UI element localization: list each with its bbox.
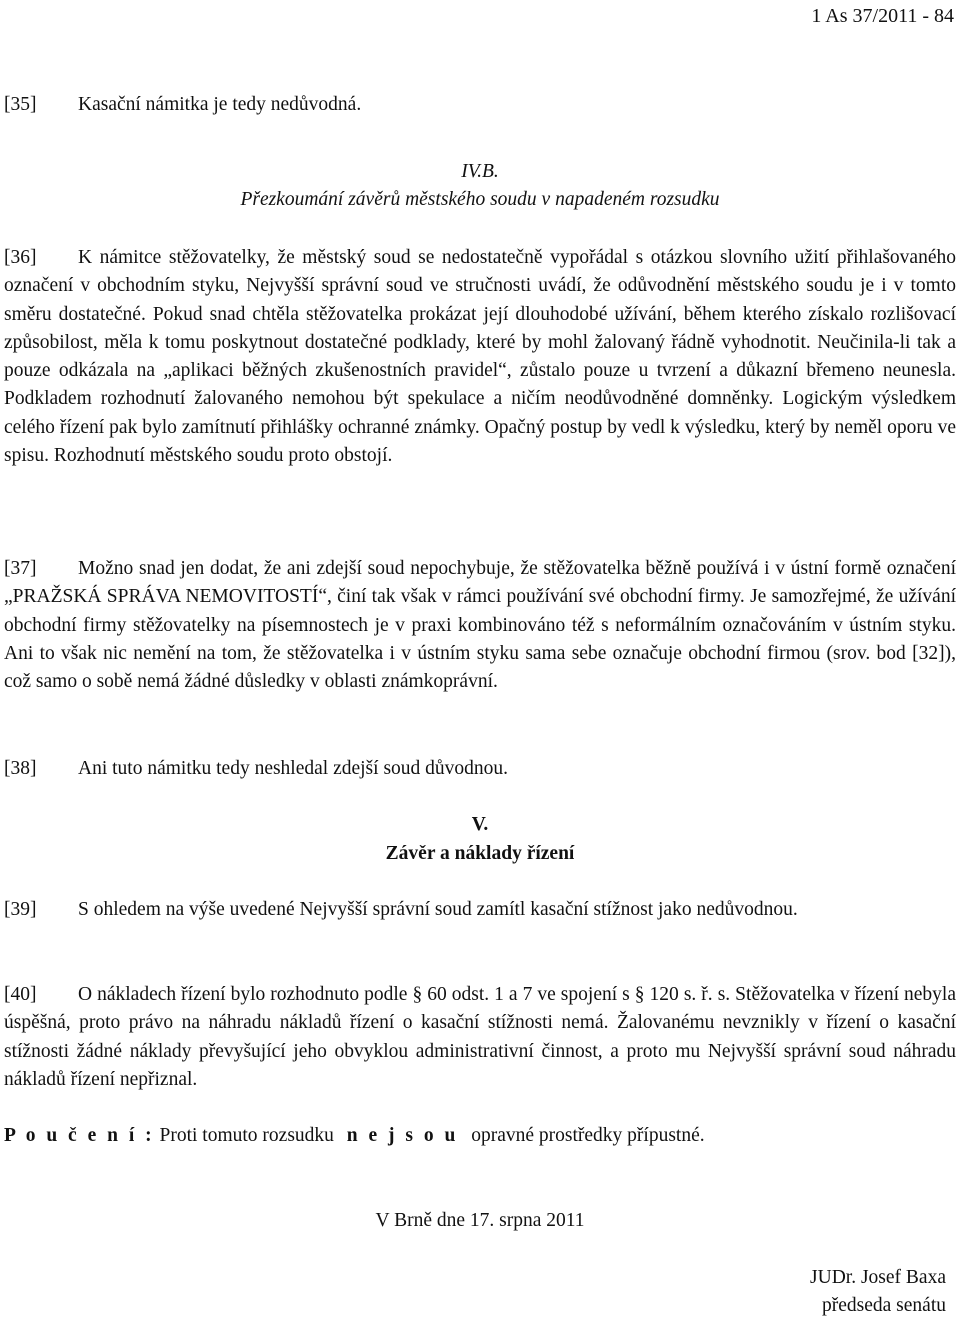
- paragraph-35: [4, 91, 956, 119]
- paragraph-36: [4, 244, 956, 470]
- paragraph-37: [4, 555, 956, 696]
- paragraph-number: [39]: [4, 899, 37, 920]
- signature-role: předseda senátu: [822, 1295, 946, 1316]
- notice-emphasis: n e j s o u: [346, 1125, 459, 1146]
- paragraph-number: [38]: [4, 758, 37, 779]
- section-number: IV.B.: [461, 161, 499, 182]
- signature-name: JUDr. Josef Baxa: [810, 1267, 946, 1288]
- document-reference: 1 As 37/2011 - 84: [811, 5, 954, 27]
- paragraph-text: O nákladech řízení bylo rozhodnuto podle § 60 odst. 1 a 7 ve spojení s § 120 s. ř. s. Stěžovatelka v řízení nebyla úspěšná, proto právo na náhradu nákladů řízení o kasační stížnosti nemá. Žalovanému nevznikly v řízení o kasační stížnosti žádné náklady převyšující jeho obvyklou administrativní činnost, a proto mu Nejvyšší správní soud náhradu nákladů řízení nepřiznal.: [4, 984, 956, 1090]
- date-place: V Brně dne 17. srpna 2011: [375, 1210, 585, 1231]
- section-number: V.: [471, 814, 489, 835]
- paragraph-number: [35]: [4, 94, 37, 115]
- notice-label: P o u č e n í :: [4, 1125, 155, 1146]
- paragraph-text: Možno snad jen dodat, že ani zdejší soud nepochybuje, že stěžovatelka běžně používá i v ústní formě označení „PRAŽSKÁ SPRÁVA NEMOVITOSTÍ“, činí tak však v rámci používání své obchodní firmy. Je samozřejmé, že užívání obchodní firmy stěžovatelky na písemnostech je v praxi kombinováno též s neformálním označováním v ústním styku. Ani to však nic nemění na tom, že stěžovatelka i v ústním styku sama sebe označuje obchodní firmou (srov. bod [32]), což samo o sobě nemá žádné důsledky v oblasti známkoprávní.: [4, 558, 956, 693]
- paragraph-text: Ani tuto námitku tedy neshledal zdejší soud důvodnou.: [78, 758, 509, 779]
- notice-text: Proti tomuto rozsudku: [159, 1125, 334, 1146]
- paragraph-text: Kasační námitka je tedy nedůvodná.: [78, 94, 362, 115]
- legal-notice: [4, 1122, 956, 1150]
- paragraph-38: [4, 755, 956, 783]
- paragraph-text: S ohledem na výše uvedené Nejvyšší správní soud zamítl kasační stížnost jako nedůvodnou.: [78, 899, 798, 920]
- paragraph-number: [40]: [4, 984, 37, 1005]
- paragraph-text: K námitce stěžovatelky, že městský soud se nedostatečně vypořádal s otázkou slovního užití přihlašovaného označení v obchodním styku, Nejvyšší správní soud ve stručnosti uvádí, že odůvodnění městského soudu je i v tomto směru dostatečné. Pokud snad chtěla stěžovatelka prokázat její dlouhodobé užívání, během kterého získalo rozlišovací způsobilost, měla k tomu poskytnout dostatečné podklady, které by mohl žalovaný řádně vyhodnotit. Neučinila-li tak a pouze odkázala na „aplikaci běžných zkušenostních pravidel“, zůstalo pouze u tvrzení a důkazní břemeno neunesla. Podkladem rozhodnutí žalovaného nemohou být spekulace a ničím neodůvodněné domněnky. Logickým výsledkem celého řízení pak bylo zamítnutí přihlášky ochranné známky. Opačný postup by vedl k výsledku, který by neměl oporu ve spisu. Rozhodnutí městského soudu proto obstojí.: [4, 247, 956, 467]
- paragraph-number: [37]: [4, 558, 37, 579]
- paragraph-number: [36]: [4, 247, 37, 268]
- section-title: Závěr a náklady řízení: [385, 843, 575, 864]
- paragraph-40: [4, 981, 956, 1094]
- notice-text: opravné prostředky přípustné.: [471, 1125, 705, 1146]
- section-title: Přezkoumání závěrů městského soudu v napadeném rozsudku: [240, 189, 720, 210]
- paragraph-39: [4, 896, 956, 924]
